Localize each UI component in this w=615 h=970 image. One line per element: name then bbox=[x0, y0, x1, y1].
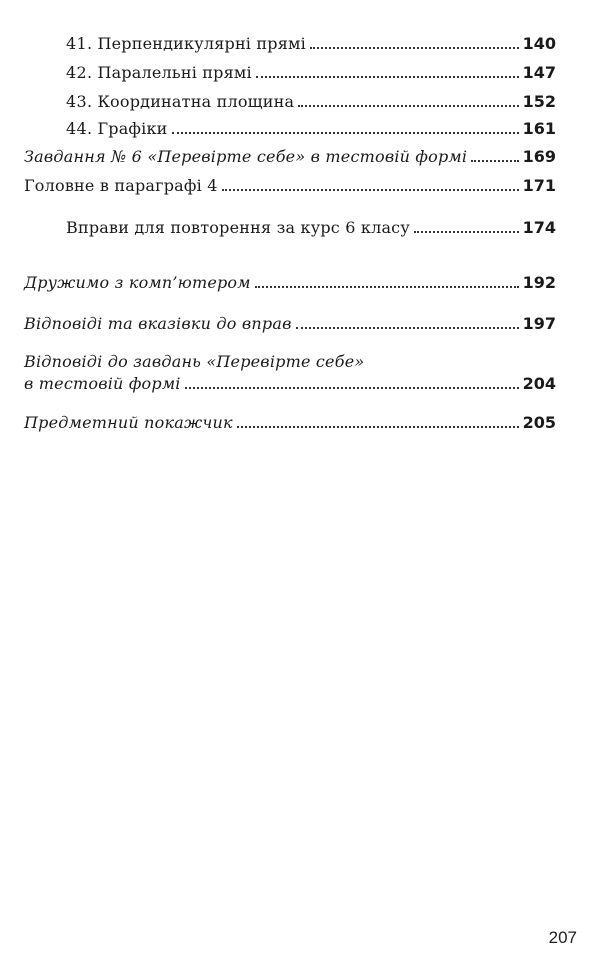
dot-leader bbox=[414, 231, 519, 233]
toc-entry-page: 140 bbox=[522, 34, 556, 53]
toc-entry-title: Предметний покажчик bbox=[24, 413, 233, 432]
toc-entry-title: Дружимо з комп’ютером bbox=[24, 273, 251, 292]
toc-entry-title: Відповіді та вказівки до вправ bbox=[24, 314, 292, 333]
toc-entry-title: Координатна площина bbox=[97, 92, 295, 111]
toc-entry-computer bbox=[24, 272, 556, 294]
toc-entry-title: в тестовій формі bbox=[24, 374, 181, 393]
toc-entry-title: Графіки bbox=[97, 119, 168, 138]
dot-leader bbox=[296, 327, 519, 329]
dot-leader bbox=[237, 426, 519, 428]
toc-entry-number: 44. bbox=[66, 119, 93, 138]
dot-leader bbox=[185, 387, 519, 389]
toc-entry-page: 197 bbox=[522, 314, 556, 333]
toc-entry-test-answers bbox=[24, 373, 556, 395]
toc-entry-title: Завдання № 6 «Перевірте себе» в тестовій формі bbox=[24, 147, 468, 166]
dot-leader bbox=[222, 189, 519, 191]
toc-entry-page: 171 bbox=[522, 176, 556, 195]
toc-entry-title: Вправи для повторення за курс 6 класу bbox=[66, 218, 410, 237]
toc-entry-page: 169 bbox=[522, 147, 556, 166]
toc-entry-review-exercises bbox=[66, 217, 556, 239]
toc-entry-44 bbox=[66, 118, 556, 140]
dot-leader bbox=[256, 76, 519, 78]
dot-leader bbox=[172, 132, 519, 134]
toc-entry-page: 192 bbox=[522, 273, 556, 292]
toc-entry-summary-4 bbox=[24, 175, 556, 197]
toc-entry-number: 41. bbox=[66, 34, 93, 53]
dot-leader bbox=[298, 105, 518, 107]
toc-entry-title: Головне в параграфі 4 bbox=[24, 176, 218, 195]
toc-entry-43 bbox=[66, 91, 556, 113]
dot-leader bbox=[471, 160, 518, 162]
toc-entry-42 bbox=[66, 62, 556, 84]
dot-leader bbox=[255, 286, 519, 288]
toc-entry-page: 174 bbox=[522, 218, 556, 237]
toc-entry-41 bbox=[66, 33, 556, 55]
toc-entry-number: 43. bbox=[66, 92, 93, 111]
toc-entry-page: 204 bbox=[522, 374, 556, 393]
toc-entry-title: Перпендикулярні прямі bbox=[97, 34, 306, 53]
toc-entry-page: 152 bbox=[522, 92, 556, 111]
toc-entry-title: Паралельні прямі bbox=[97, 63, 252, 82]
toc-entry-page: 161 bbox=[522, 119, 556, 138]
toc-entry-number: 42. bbox=[66, 63, 93, 82]
toc-entry-page: 147 bbox=[522, 63, 556, 82]
toc-entry-index bbox=[24, 412, 556, 434]
dot-leader bbox=[310, 47, 519, 49]
toc-entry-test-6 bbox=[24, 146, 556, 168]
toc-entry-page: 205 bbox=[522, 413, 556, 432]
page-number: 207 bbox=[548, 928, 577, 947]
toc-entry-answers bbox=[24, 313, 556, 335]
toc-entry-test-answers-line1: Відповіді до завдань «Перевірте себе» bbox=[24, 352, 365, 371]
